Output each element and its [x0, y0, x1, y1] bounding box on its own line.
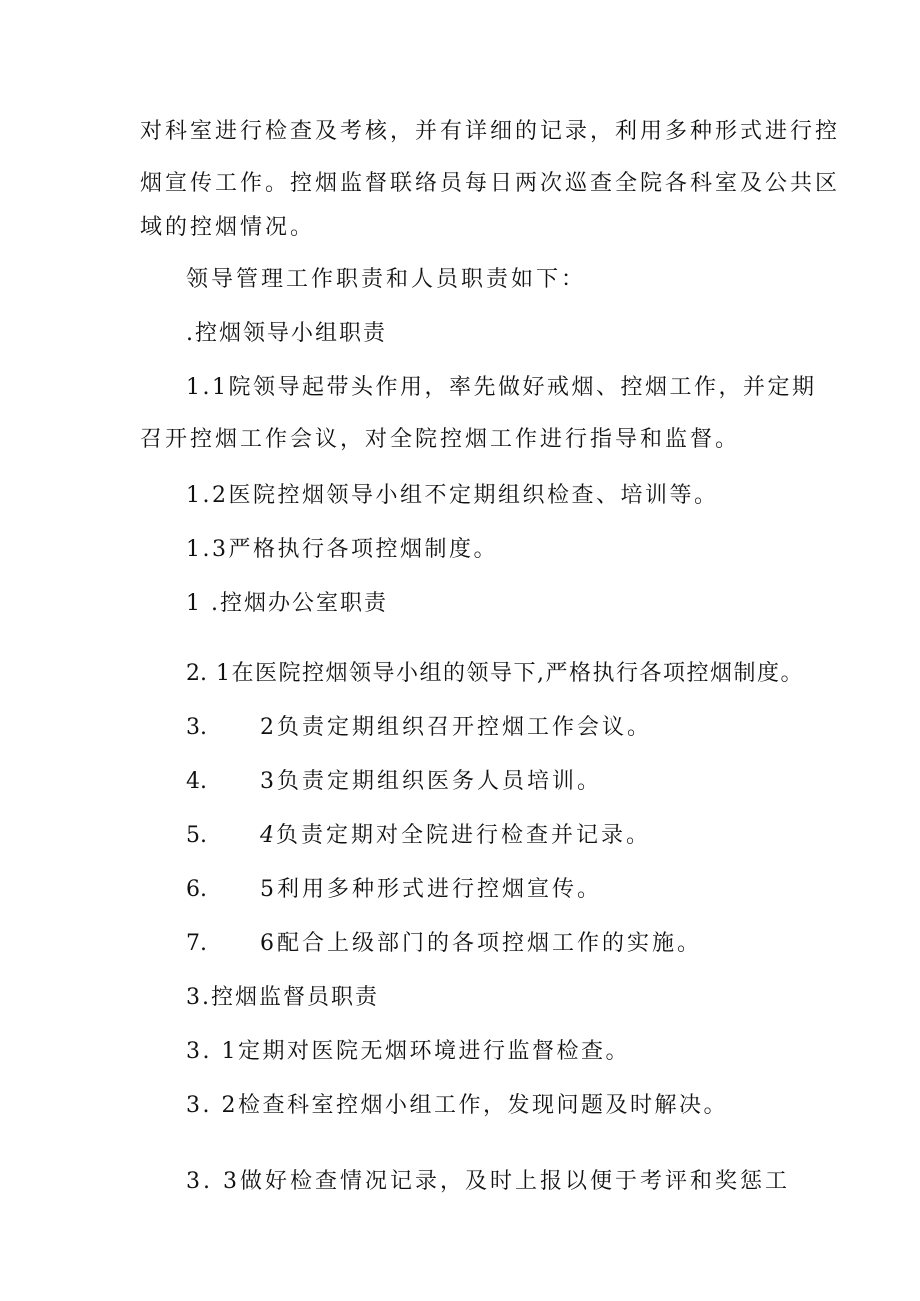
- paragraph-line: 对科室进行检查及考核，并有详细的记录，利用多种形式进行控: [140, 119, 841, 144]
- list-number: 3.: [186, 715, 207, 740]
- intro-text: 领导管理工作职责和人员职责如下：: [186, 267, 587, 292]
- list-item: 3. 2检查科室控烟小组工作，发现问题及时解决。: [186, 1093, 728, 1118]
- list-number: 5.: [186, 823, 207, 848]
- list-item: 3. 3做好检查情况记录，及时上报以便于考评和奖惩工: [186, 1169, 790, 1194]
- paragraph-line: 域的控烟情况。: [140, 215, 316, 240]
- list-item: 6配合上级部门的各项控烟工作的实施。: [260, 931, 702, 956]
- section-heading: 1 .控烟办公室职责: [186, 591, 388, 616]
- paragraph-line: 烟宣传工作。控烟监督联络员每日两次巡查全院各科室及公共区: [140, 171, 841, 196]
- section-heading: .控烟领导小组职责: [186, 321, 387, 346]
- list-item-number: 4: [260, 823, 274, 848]
- list-number: 6.: [186, 877, 207, 902]
- list-item-continuation: 召开控烟工作会议，对全院控烟工作进行指导和监督。: [140, 427, 741, 452]
- section-heading: 3.控烟监督员职责: [186, 985, 379, 1010]
- list-item: 1.2医院控烟领导小组不定期组织检查、培训等。: [186, 483, 719, 508]
- list-item: 5利用多种形式进行控烟宣传。: [260, 877, 602, 902]
- list-item: 3. 1定期对医院无烟环境进行监督检查。: [186, 1039, 630, 1064]
- list-number: 2.: [186, 661, 207, 686]
- list-item: 1.3严格执行各项控烟制度。: [186, 537, 498, 562]
- list-number: 7.: [186, 931, 207, 956]
- list-item: 1在医院控烟领导小组的领导下,严格执行各项控烟制度。: [216, 661, 804, 686]
- list-number: 4.: [186, 769, 207, 794]
- list-item: 1.1院领导起带头作用，率先做好戒烟、控烟工作，并定期: [186, 375, 817, 400]
- list-item: 3负责定期组织医务人员培训。: [260, 769, 602, 794]
- list-item: 负责定期对全院进行检查并记录。: [276, 823, 652, 848]
- list-item: 2负责定期组织召开控烟工作会议。: [260, 715, 652, 740]
